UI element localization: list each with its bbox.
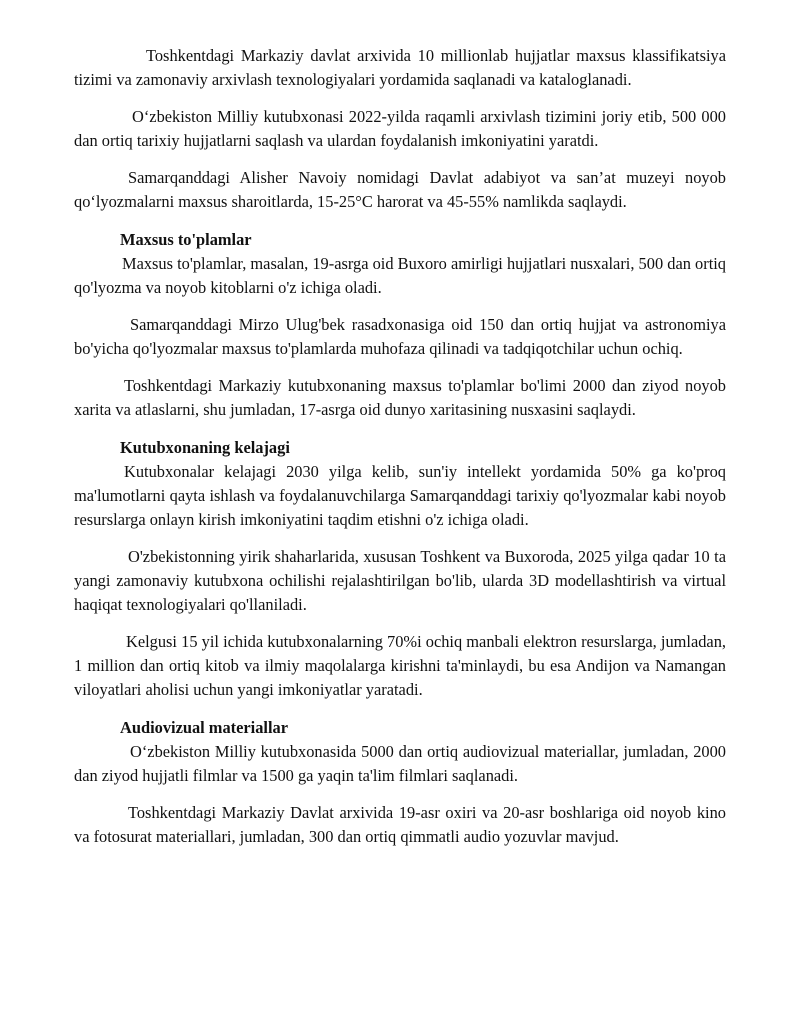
- intro-paragraph-3: Samarqanddagi Alisher Navoiy nomidagi Davlat adabiyot va san’at muzeyi noyob qo‘lyozmalarni maxsus sharoitlarda, 15-25°C harorat va 45-55% namlikda saqlaydi.: [74, 168, 726, 211]
- section-heading-audiovisual: Audiovizual materiallar: [120, 718, 288, 737]
- intro-paragraph-1: Toshkentdagi Markaziy davlat arxivida 10 millionlab hujjatlar maxsus klassifikatsiya tizimi va zamonaviy arxivlash texnologiyalari yordamida saqlanadi va kataloglanadi.: [74, 46, 726, 89]
- section-1-paragraph-1: Maxsus to'plamlar, masalan, 19-asrga oid Buxoro amirligi hujjatlari nusxalari, 500 dan ortiq qo'lyozma va noyob kitoblarni o'z ichiga oladi.: [74, 254, 726, 297]
- section-2-paragraph-3: Kelgusi 15 yil ichida kutubxonalarning 70%i ochiq manbali elektron resurslarga, jumladan, 1 million dan ortiq kitob va ilmiy maqolalarga kirishni ta'minlaydi, bu esa Andijon va Namangan viloyatlari aholisi uchun yangi imkoniyatlar yaratadi.: [74, 632, 726, 699]
- section-1-paragraph-3: Toshkentdagi Markaziy kutubxonaning maxsus to'plamlar bo'limi 2000 dan ziyod noyob xarita va atlaslarni, shu jumladan, 17-asrga oid dunyo xaritasining nusxasini saqlaydi.: [74, 376, 726, 419]
- intro-paragraph-2: O‘zbekiston Milliy kutubxonasi 2022-yilda raqamli arxivlash tizimini joriy etib, 500 000 dan ortiq tarixiy hujjatlarni saqlash va ulardan foydalanish imkoniyatini yaratdi.: [74, 107, 726, 150]
- section-2-paragraph-1: Kutubxonalar kelajagi 2030 yilga kelib, sun'iy intellekt yordamida 50% ga ko'proq ma'lumotlarni qayta ishlash va foydalanuvchilarga Samarqanddagi tarixiy qo'lyozmalar kabi noyob resurslarga onlayn kirish imkoniyatini taqdim etishni o'z ichiga oladi.: [74, 462, 726, 529]
- section-heading-library-future: Kutubxonaning kelajagi: [120, 438, 290, 457]
- section-heading-special-collections: Maxsus to'plamlar: [120, 230, 252, 249]
- section-1-paragraph-2: Samarqanddagi Mirzo Ulug'bek rasadxonasiga oid 150 dan ortiq hujjat va astronomiya bo'yicha qo'lyozmalar maxsus to'plamlarda muhofaza qilinadi va tadqiqotchilar uchun ochiq.: [74, 315, 726, 358]
- section-3-paragraph-2: Toshkentdagi Markaziy Davlat arxivida 19-asr oxiri va 20-asr boshlariga oid noyob kino va fotosurat materiallari, jumladan, 300 dan ortiq qimmatli audio yozuvlar mavjud.: [74, 803, 726, 846]
- section-3-paragraph-1: O‘zbekiston Milliy kutubxonasida 5000 dan ortiq audiovizual materiallar, jumladan, 2000 dan ziyod hujjatli filmlar va 1500 ga yaqin ta'lim filmlari saqlanadi.: [74, 742, 726, 785]
- section-2-paragraph-2: O'zbekistonning yirik shaharlarida, xususan Toshkent va Buxoroda, 2025 yilga qadar 10 ta yangi zamonaviy kutubxona ochilishi rejalashtirilgan bo'lib, ularda 3D modellashtirish va virtual haqiqat texnologiyalari qo'llaniladi.: [74, 547, 726, 614]
